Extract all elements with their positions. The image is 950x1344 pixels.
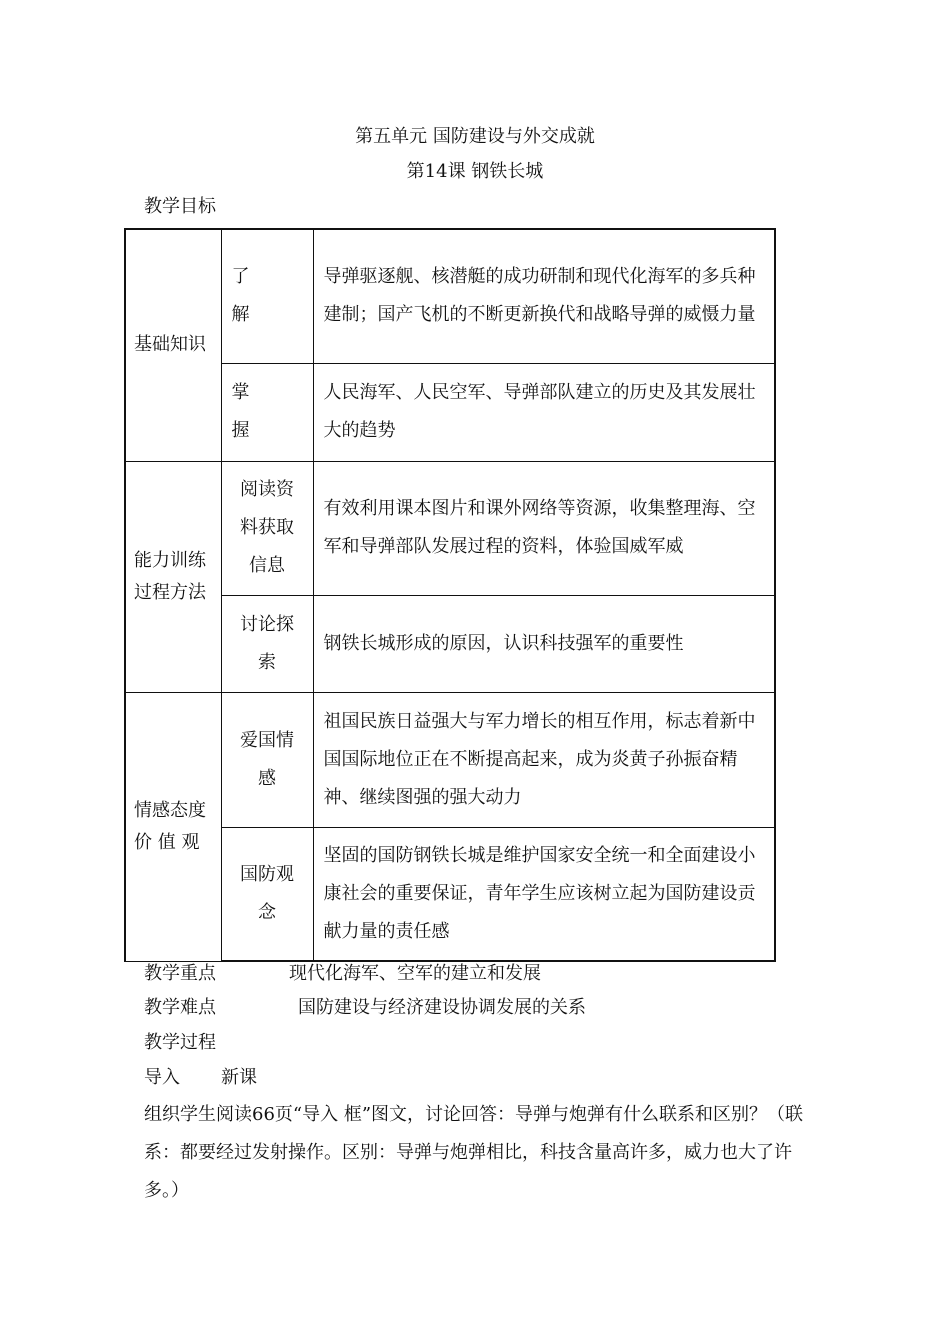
table-row [125, 363, 775, 461]
unit-title: 第五单元 国防建设与外交成就 [355, 126, 595, 147]
intro-text: 新课 [221, 1067, 257, 1088]
sub-patriotism: 爱国情 感 [240, 729, 294, 789]
category-cell [125, 461, 221, 692]
process-label: 教学过程 [144, 1032, 216, 1053]
key-point-text: 现代化海军、空军的建立和发展 [289, 963, 541, 984]
table-row [125, 461, 775, 595]
intro-paragraph: 组织学生阅读66页“导入 框”图文，讨论回答：导弹与炮弹有什么联系和区别？（联系：都要经过发射操作。区别：导弹与炮弹相比，科技含量高许多，威力也大了许多。） [144, 1104, 804, 1201]
sub-master: 掌 握 [231, 382, 250, 441]
key-point-label: 教学重点 [144, 963, 216, 984]
content-cell: 钢铁长城形成的原因，认识科技强军的重要性 [313, 595, 775, 692]
category-basic-knowledge: 基础知识 [134, 334, 206, 356]
sub-cell [221, 827, 313, 961]
sub-national-defense: 国防观 念 [240, 863, 294, 923]
content-cell: 祖国民族日益强大与军力增长的相互作用，标志着新中国国际地位正在不断提高起来，成为炎黄子孙振奋精神、继续图强的强大动力 [313, 692, 775, 827]
sub-cell [221, 229, 313, 363]
content-cell: 人民海军、人民空军、导弹部队建立的历史及其发展壮大的趋势 [313, 363, 775, 461]
category-cell [125, 692, 221, 961]
sub-cell [221, 461, 313, 595]
objectives-table [124, 228, 776, 962]
category-emotion-values: 情感态度 价 值 观 [134, 799, 206, 853]
sub-understand: 了 解 [231, 266, 250, 326]
table-row [125, 229, 775, 363]
intro-label: 导入 [144, 1067, 180, 1088]
category-cell [125, 229, 221, 461]
difficulty-label: 教学难点 [144, 997, 216, 1018]
sub-cell [221, 692, 313, 827]
category-ability-method: 能力训练 过程方法 [134, 549, 206, 603]
content-cell: 导弹驱逐舰、核潜艇的成功研制和现代化海军的多兵种建制；国产飞机的不断更新换代和战略导弹的威慑力量 [313, 229, 775, 363]
sub-cell [221, 595, 313, 692]
sub-cell [221, 363, 313, 461]
lesson-title: 第14课 钢铁长城 [406, 161, 544, 182]
table-row [125, 595, 775, 692]
sub-discussion: 讨论探 索 [240, 613, 294, 673]
table-row [125, 827, 775, 961]
table-row [125, 692, 775, 827]
content-cell: 坚固的国防钢铁长城是维护国家安全统一和全面建设小康社会的重要保证，青年学生应该树立起为国防建设贡献力量的责任感 [313, 827, 775, 961]
difficulty-text: 国防建设与经济建设协调发展的关系 [298, 997, 586, 1018]
sub-reading-info: 阅读资 料获取 信息 [240, 479, 294, 576]
content-cell: 有效利用课本图片和课外网络等资源，收集整理海、空军和导弹部队发展过程的资料，体验国威军威 [313, 461, 775, 595]
objectives-label: 教学目标 [144, 196, 216, 217]
